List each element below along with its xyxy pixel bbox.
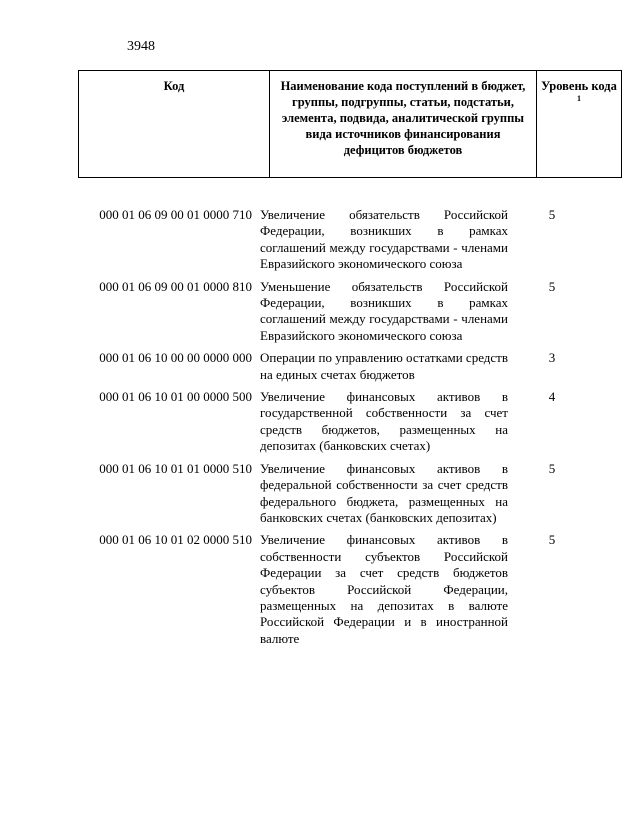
row-name: Уменьшение обязательств Российской Федерации, возникших в рамках соглашений между государствами - членами Евразийского экономического союза: [260, 278, 508, 343]
table-row: [78, 350, 596, 383]
row-name: Увеличение обязательств Российской Федерации, возникших в рамках соглашений между государствами - членами Евразийского экономического союза: [260, 207, 508, 272]
row-name: Увеличение финансовых активов в государственной собственности за счет средств бюджетов, размещенных на депозитах (банковских счетах): [260, 389, 508, 454]
page-number: 3948: [127, 39, 155, 54]
row-level: 5: [548, 278, 556, 294]
header-level-label: Уровень кода: [541, 79, 617, 93]
header-name-cell: [270, 71, 537, 178]
row-level: 5: [548, 532, 556, 548]
header-code-cell: [79, 71, 270, 178]
row-code: 000 01 06 10 01 00 0000 500: [99, 389, 252, 405]
row-code: 000 01 06 10 01 01 0000 510: [99, 460, 252, 476]
row-code: 000 01 06 09 00 01 0000 710: [99, 207, 252, 222]
table-row: [78, 461, 596, 527]
row-code: 000 01 06 10 01 02 0000 510: [99, 532, 252, 548]
table-row: [78, 207, 596, 273]
header-level-cell: [537, 71, 622, 178]
row-name: Увеличение финансовых активов в собственности субъектов Российской Федерации за счет средств бюджетов субъектов Российской Федерации, размещенных на депозитах в валюте Российской Федерации и в иностранной валюте: [260, 532, 508, 646]
table-row: [78, 532, 596, 647]
row-level: 4: [548, 389, 556, 405]
table-body: [78, 207, 596, 653]
row-code: 000 01 06 10 00 00 0000 000: [99, 350, 252, 366]
table-row: [78, 389, 596, 455]
row-level: 5: [548, 460, 556, 476]
table-row: [78, 279, 596, 345]
table-header: [78, 70, 622, 178]
footnote-marker: 1: [577, 93, 581, 103]
header-name-label: Наименование кода поступлений в бюджет, группы, подгруппы, статьи, подстатьи, элемента, подвида, аналитической группы вида источников финансирования дефицитов бюджетов: [280, 79, 526, 157]
header-code-label: Код: [163, 79, 185, 93]
row-level: 5: [548, 207, 556, 222]
row-code: 000 01 06 09 00 01 0000 810: [99, 278, 252, 294]
row-name: Операции по управлению остатками средств на единых счетах бюджетов: [260, 350, 508, 382]
row-level: 3: [548, 350, 556, 366]
row-name: Увеличение финансовых активов в федеральной собственности за счет средств федерального бюджета, размещенных на банковских счетах (банковских депозитах): [260, 460, 508, 525]
